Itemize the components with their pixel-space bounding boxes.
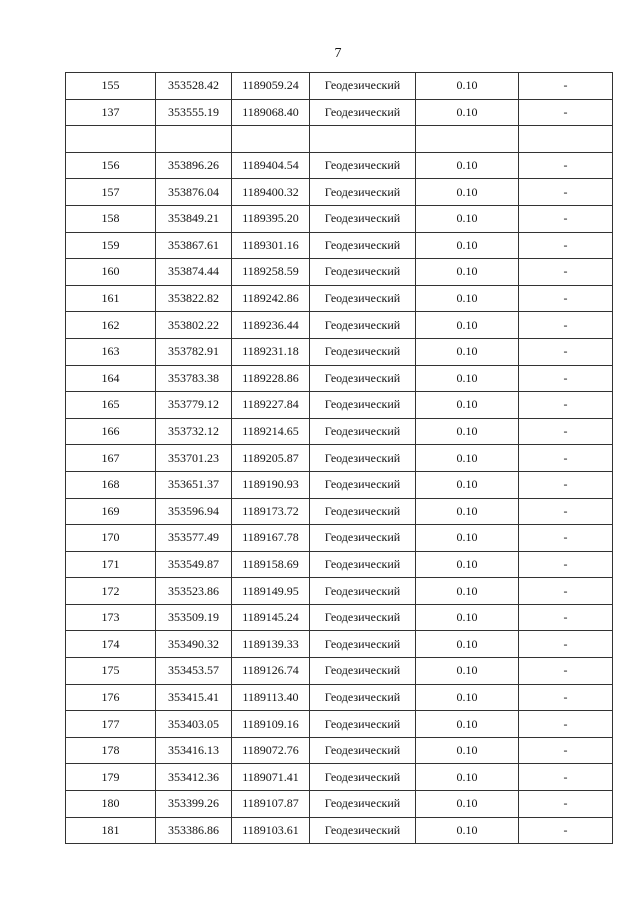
- point-number-cell: 175: [66, 658, 156, 685]
- x-coordinate-cell: 353490.32: [156, 631, 232, 658]
- point-number-cell: 179: [66, 764, 156, 791]
- y-coordinate-cell: 1189113.40: [232, 684, 310, 711]
- table-row: [66, 631, 613, 658]
- method-cell: Геодезический: [310, 498, 416, 525]
- accuracy-cell: 0.10: [416, 285, 519, 312]
- x-coordinate-cell: 353874.44: [156, 259, 232, 286]
- point-number-cell: 170: [66, 525, 156, 552]
- method-cell: Геодезический: [310, 737, 416, 764]
- table-row: [66, 285, 613, 312]
- table-row: [66, 791, 613, 818]
- note-cell: -: [519, 99, 613, 126]
- note-cell: -: [519, 338, 613, 365]
- note-cell: [519, 126, 613, 153]
- accuracy-cell: 0.10: [416, 711, 519, 738]
- point-number-cell: 155: [66, 73, 156, 100]
- table-row: [66, 365, 613, 392]
- method-cell: Геодезический: [310, 551, 416, 578]
- note-cell: -: [519, 285, 613, 312]
- accuracy-cell: 0.10: [416, 684, 519, 711]
- y-coordinate-cell: 1189109.16: [232, 711, 310, 738]
- table-row: [66, 152, 613, 179]
- y-coordinate-cell: 1189236.44: [232, 312, 310, 339]
- accuracy-cell: 0.10: [416, 817, 519, 844]
- method-cell: Геодезический: [310, 525, 416, 552]
- point-number-cell: 158: [66, 205, 156, 232]
- accuracy-cell: 0.10: [416, 498, 519, 525]
- y-coordinate-cell: 1189145.24: [232, 604, 310, 631]
- x-coordinate-cell: 353415.41: [156, 684, 232, 711]
- method-cell: Геодезический: [310, 604, 416, 631]
- accuracy-cell: 0.10: [416, 445, 519, 472]
- y-coordinate-cell: 1189167.78: [232, 525, 310, 552]
- x-coordinate-cell: 353453.57: [156, 658, 232, 685]
- x-coordinate-cell: 353386.86: [156, 817, 232, 844]
- table-row: [66, 817, 613, 844]
- method-cell: Геодезический: [310, 631, 416, 658]
- y-coordinate-cell: [232, 126, 310, 153]
- y-coordinate-cell: 1189173.72: [232, 498, 310, 525]
- table-row: [66, 737, 613, 764]
- point-number-cell: 178: [66, 737, 156, 764]
- note-cell: -: [519, 445, 613, 472]
- method-cell: Геодезический: [310, 205, 416, 232]
- method-cell: Геодезический: [310, 817, 416, 844]
- accuracy-cell: 0.10: [416, 338, 519, 365]
- note-cell: -: [519, 631, 613, 658]
- method-cell: Геодезический: [310, 471, 416, 498]
- point-number-cell: 160: [66, 259, 156, 286]
- method-cell: Геодезический: [310, 365, 416, 392]
- table-row: [66, 232, 613, 259]
- note-cell: -: [519, 205, 613, 232]
- table-row: [66, 126, 613, 153]
- y-coordinate-cell: 1189103.61: [232, 817, 310, 844]
- note-cell: -: [519, 817, 613, 844]
- accuracy-cell: 0.10: [416, 658, 519, 685]
- point-number-cell: 176: [66, 684, 156, 711]
- table-row: [66, 658, 613, 685]
- point-number-cell: 168: [66, 471, 156, 498]
- x-coordinate-cell: 353528.42: [156, 73, 232, 100]
- method-cell: Геодезический: [310, 285, 416, 312]
- point-number-cell: 137: [66, 99, 156, 126]
- x-coordinate-cell: 353849.21: [156, 205, 232, 232]
- accuracy-cell: [416, 126, 519, 153]
- point-number-cell: 157: [66, 179, 156, 206]
- table-row: [66, 99, 613, 126]
- accuracy-cell: 0.10: [416, 73, 519, 100]
- point-number-cell: 171: [66, 551, 156, 578]
- point-number-cell: 162: [66, 312, 156, 339]
- note-cell: -: [519, 737, 613, 764]
- table-row: [66, 338, 613, 365]
- coordinates-table: [65, 72, 613, 844]
- note-cell: -: [519, 392, 613, 419]
- y-coordinate-cell: 1189227.84: [232, 392, 310, 419]
- x-coordinate-cell: 353403.05: [156, 711, 232, 738]
- method-cell: Геодезический: [310, 259, 416, 286]
- table-row: [66, 179, 613, 206]
- x-coordinate-cell: 353896.26: [156, 152, 232, 179]
- y-coordinate-cell: 1189071.41: [232, 764, 310, 791]
- point-number-cell: 161: [66, 285, 156, 312]
- note-cell: -: [519, 259, 613, 286]
- point-number-cell: 159: [66, 232, 156, 259]
- note-cell: -: [519, 73, 613, 100]
- method-cell: Геодезический: [310, 232, 416, 259]
- note-cell: -: [519, 152, 613, 179]
- table-row: [66, 312, 613, 339]
- method-cell: Геодезический: [310, 658, 416, 685]
- point-number-cell: 163: [66, 338, 156, 365]
- point-number-cell: 172: [66, 578, 156, 605]
- y-coordinate-cell: 1189068.40: [232, 99, 310, 126]
- table-row: [66, 684, 613, 711]
- accuracy-cell: 0.10: [416, 152, 519, 179]
- note-cell: -: [519, 551, 613, 578]
- method-cell: Геодезический: [310, 791, 416, 818]
- accuracy-cell: 0.10: [416, 737, 519, 764]
- x-coordinate-cell: 353555.19: [156, 99, 232, 126]
- method-cell: [310, 126, 416, 153]
- accuracy-cell: 0.10: [416, 525, 519, 552]
- y-coordinate-cell: 1189228.86: [232, 365, 310, 392]
- table-row: [66, 578, 613, 605]
- x-coordinate-cell: 353651.37: [156, 471, 232, 498]
- page-number: 7: [334, 46, 342, 61]
- accuracy-cell: 0.10: [416, 604, 519, 631]
- point-number-cell: 177: [66, 711, 156, 738]
- x-coordinate-cell: 353867.61: [156, 232, 232, 259]
- method-cell: Геодезический: [310, 578, 416, 605]
- method-cell: Геодезический: [310, 73, 416, 100]
- x-coordinate-cell: 353782.91: [156, 338, 232, 365]
- x-coordinate-cell: 353412.36: [156, 764, 232, 791]
- accuracy-cell: 0.10: [416, 551, 519, 578]
- table-row: [66, 418, 613, 445]
- point-number-cell: 165: [66, 392, 156, 419]
- x-coordinate-cell: 353577.49: [156, 525, 232, 552]
- note-cell: -: [519, 711, 613, 738]
- y-coordinate-cell: 1189149.95: [232, 578, 310, 605]
- y-coordinate-cell: 1189107.87: [232, 791, 310, 818]
- table-row: [66, 525, 613, 552]
- table-row: [66, 498, 613, 525]
- accuracy-cell: 0.10: [416, 312, 519, 339]
- method-cell: Геодезический: [310, 418, 416, 445]
- method-cell: Геодезический: [310, 152, 416, 179]
- x-coordinate-cell: 353596.94: [156, 498, 232, 525]
- y-coordinate-cell: 1189059.24: [232, 73, 310, 100]
- x-coordinate-cell: 353802.22: [156, 312, 232, 339]
- note-cell: -: [519, 764, 613, 791]
- y-coordinate-cell: 1189404.54: [232, 152, 310, 179]
- note-cell: -: [519, 471, 613, 498]
- note-cell: -: [519, 312, 613, 339]
- y-coordinate-cell: 1189158.69: [232, 551, 310, 578]
- method-cell: Геодезический: [310, 338, 416, 365]
- point-number-cell: 173: [66, 604, 156, 631]
- y-coordinate-cell: 1189139.33: [232, 631, 310, 658]
- accuracy-cell: 0.10: [416, 578, 519, 605]
- note-cell: -: [519, 658, 613, 685]
- table-row: [66, 604, 613, 631]
- note-cell: -: [519, 791, 613, 818]
- method-cell: Геодезический: [310, 764, 416, 791]
- accuracy-cell: 0.10: [416, 791, 519, 818]
- x-coordinate-cell: [156, 126, 232, 153]
- table-row: [66, 259, 613, 286]
- y-coordinate-cell: 1189126.74: [232, 658, 310, 685]
- table-row: [66, 73, 613, 100]
- x-coordinate-cell: 353876.04: [156, 179, 232, 206]
- point-number-cell: 166: [66, 418, 156, 445]
- table-row: [66, 711, 613, 738]
- point-number-cell: 181: [66, 817, 156, 844]
- accuracy-cell: 0.10: [416, 99, 519, 126]
- note-cell: -: [519, 684, 613, 711]
- accuracy-cell: 0.10: [416, 365, 519, 392]
- x-coordinate-cell: 353399.26: [156, 791, 232, 818]
- y-coordinate-cell: 1189242.86: [232, 285, 310, 312]
- table-row: [66, 445, 613, 472]
- accuracy-cell: 0.10: [416, 179, 519, 206]
- table-row: [66, 471, 613, 498]
- x-coordinate-cell: 353783.38: [156, 365, 232, 392]
- point-number-cell: 156: [66, 152, 156, 179]
- y-coordinate-cell: 1189205.87: [232, 445, 310, 472]
- table-row: [66, 205, 613, 232]
- note-cell: -: [519, 418, 613, 445]
- accuracy-cell: 0.10: [416, 471, 519, 498]
- method-cell: Геодезический: [310, 711, 416, 738]
- accuracy-cell: 0.10: [416, 392, 519, 419]
- point-number-cell: 169: [66, 498, 156, 525]
- note-cell: -: [519, 232, 613, 259]
- y-coordinate-cell: 1189258.59: [232, 259, 310, 286]
- method-cell: Геодезический: [310, 179, 416, 206]
- y-coordinate-cell: 1189214.65: [232, 418, 310, 445]
- y-coordinate-cell: 1189072.76: [232, 737, 310, 764]
- method-cell: Геодезический: [310, 312, 416, 339]
- point-number-cell: 164: [66, 365, 156, 392]
- x-coordinate-cell: 353732.12: [156, 418, 232, 445]
- accuracy-cell: 0.10: [416, 205, 519, 232]
- method-cell: Геодезический: [310, 684, 416, 711]
- y-coordinate-cell: 1189190.93: [232, 471, 310, 498]
- point-number-cell: 174: [66, 631, 156, 658]
- note-cell: -: [519, 365, 613, 392]
- accuracy-cell: 0.10: [416, 764, 519, 791]
- point-number-cell: 180: [66, 791, 156, 818]
- y-coordinate-cell: 1189400.32: [232, 179, 310, 206]
- note-cell: -: [519, 179, 613, 206]
- method-cell: Геодезический: [310, 445, 416, 472]
- x-coordinate-cell: 353509.19: [156, 604, 232, 631]
- accuracy-cell: 0.10: [416, 232, 519, 259]
- table-row: [66, 551, 613, 578]
- note-cell: -: [519, 498, 613, 525]
- x-coordinate-cell: 353701.23: [156, 445, 232, 472]
- note-cell: -: [519, 604, 613, 631]
- note-cell: -: [519, 578, 613, 605]
- x-coordinate-cell: 353779.12: [156, 392, 232, 419]
- point-number-cell: [66, 126, 156, 153]
- accuracy-cell: 0.10: [416, 259, 519, 286]
- accuracy-cell: 0.10: [416, 631, 519, 658]
- method-cell: Геодезический: [310, 99, 416, 126]
- y-coordinate-cell: 1189231.18: [232, 338, 310, 365]
- x-coordinate-cell: 353523.86: [156, 578, 232, 605]
- method-cell: Геодезический: [310, 392, 416, 419]
- x-coordinate-cell: 353549.87: [156, 551, 232, 578]
- point-number-cell: 167: [66, 445, 156, 472]
- coordinates-table-body: [66, 73, 613, 844]
- table-row: [66, 392, 613, 419]
- x-coordinate-cell: 353416.13: [156, 737, 232, 764]
- accuracy-cell: 0.10: [416, 418, 519, 445]
- note-cell: -: [519, 525, 613, 552]
- x-coordinate-cell: 353822.82: [156, 285, 232, 312]
- y-coordinate-cell: 1189301.16: [232, 232, 310, 259]
- table-row: [66, 764, 613, 791]
- y-coordinate-cell: 1189395.20: [232, 205, 310, 232]
